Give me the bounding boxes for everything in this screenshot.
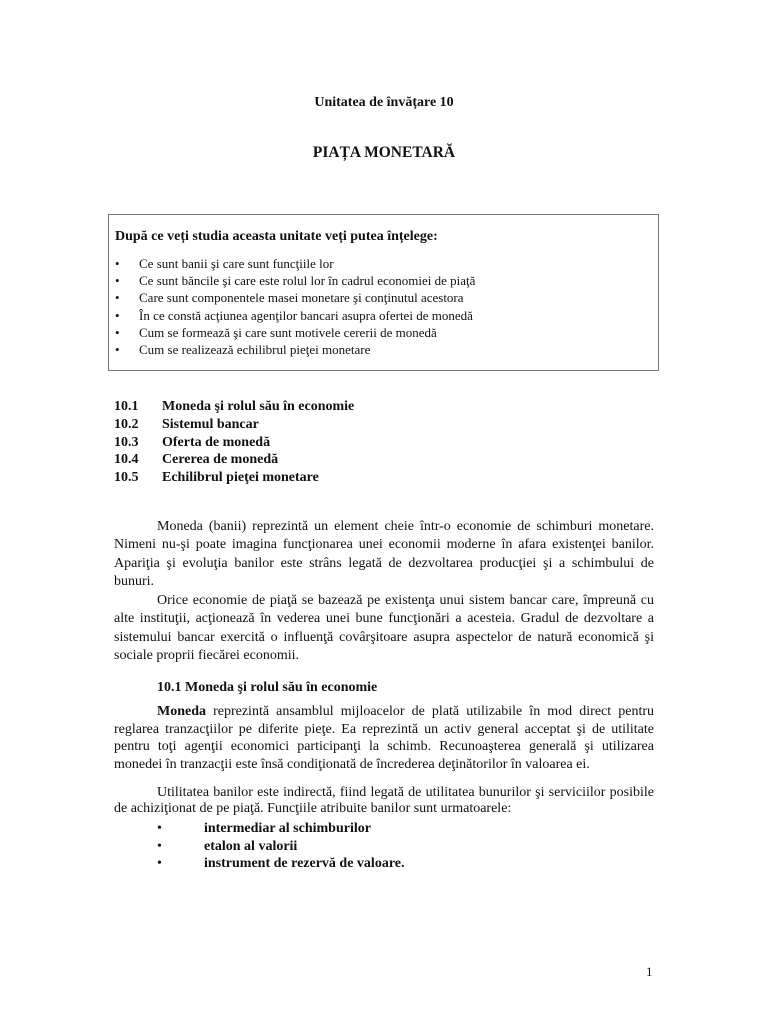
intro-paragraph-1	[114, 518, 654, 592]
objective-item	[115, 307, 475, 324]
toc-item	[114, 451, 354, 469]
objective-item	[115, 324, 475, 341]
bullet-icon: •	[157, 838, 162, 854]
toc-title: Echilibrul pieţei monetare	[162, 470, 319, 486]
intro-paragraph-2-text: Orice economie de piaţă se bazează pe existenţa unui sistem bancar care, împreună cu alte instituţii, acţionează în vederea unei bune funcţionări a acesteia. Gradul de dezvoltare a sistemului bancar exercită o influenţă covârşitoare asupra aspectelor de natură economică şi sociale proprii fiecărei economii.	[114, 593, 654, 664]
toc-number: 10.3	[114, 434, 139, 450]
toc-item	[114, 434, 354, 452]
function-text: intermediar al schimburilor	[204, 821, 371, 836]
toc-number: 10.2	[114, 416, 139, 432]
objectives-heading: După ce veți studia aceasta unitate veți putea înțelege:	[115, 229, 438, 244]
money-functions-list	[157, 820, 405, 873]
objective-text: Care sunt componentele masei monetare şi conţinutul acestora	[139, 290, 464, 306]
section-paragraph-1-text: reprezintă ansamblul mijloacelor de plată utilizabile în mod direct pentru reglarea tranzacţiilor pe diferite pieţe. Ea reprezintă un activ general acceptat şi de utilitate pentru toţi agenţii economici participanţi la schimb. Recunoaşterea generală şi utilizarea monedei în tranzacţii este însă condiţionată de încrederea deţinătorilor în valoarea ei.	[114, 704, 654, 772]
page-title: PIAȚA MONETARĂ	[312, 144, 456, 161]
toc-number: 10.5	[114, 470, 139, 486]
objective-text: În ce constă acţiunea agenţilor bancari asupra ofertei de monedă	[139, 307, 473, 323]
objective-item	[115, 255, 475, 272]
objectives-box	[108, 214, 659, 371]
bullet-icon: •	[115, 342, 120, 358]
section-paragraph-1	[114, 703, 654, 773]
toc-item	[114, 416, 354, 434]
term-moneda: Moneda	[157, 704, 206, 719]
objectives-list	[115, 255, 475, 358]
bullet-icon: •	[115, 273, 120, 289]
objective-item	[115, 272, 475, 289]
objective-text: Ce sunt banii şi care sunt funcţiile lor	[139, 256, 334, 271]
section-paragraph-2-text: Utilitatea banilor este indirectă, fiind legată de utilitatea bunurilor şi serviciilor posibile de achiziţionat de pe piaţă. Funcţiile atribuite banilor sunt urmatoarele:	[114, 785, 654, 817]
objective-text: Cum se realizează echilibrul pieţei monetare	[139, 342, 371, 358]
function-item	[157, 838, 405, 856]
bullet-icon: •	[115, 256, 120, 271]
section-heading: 10.1 Moneda şi rolul său în economie	[157, 680, 378, 695]
toc-number: 10.4	[114, 452, 139, 468]
toc-title: Sistemul bancar	[162, 416, 259, 432]
objective-item	[115, 289, 475, 306]
bullet-icon: •	[115, 324, 120, 340]
unit-label: Unitatea de învățare 10	[314, 95, 454, 110]
section-paragraph-2	[114, 785, 654, 818]
toc-title: Oferta de monedă	[162, 434, 271, 450]
intro-paragraph-2	[114, 592, 654, 666]
bullet-icon: •	[115, 307, 120, 323]
toc-title: Cererea de monedă	[162, 452, 279, 468]
bullet-icon: •	[157, 856, 162, 872]
bullet-icon: •	[115, 290, 120, 306]
objective-text: Ce sunt băncile şi care este rolul lor în cadrul economiei de piaţă	[139, 273, 476, 289]
toc-number: 10.1	[114, 399, 139, 414]
function-text: instrument de rezervă de valoare.	[204, 856, 405, 872]
function-item	[157, 855, 405, 873]
page-number: 1	[646, 964, 653, 979]
toc-item	[114, 469, 354, 487]
objective-item	[115, 341, 475, 358]
toc-item	[114, 398, 354, 416]
toc-title: Moneda şi rolul său în economie	[162, 399, 355, 414]
function-text: etalon al valorii	[204, 838, 298, 854]
table-of-contents	[114, 398, 354, 487]
intro-paragraph-1-text: Moneda (banii) reprezintă un element cheie într-o economie de schimburi monetare. Nimeni nu-şi poate imagina funcţionarea unei economii moderne în afara existenţei banilor. Apariţia şi evoluţia banilor este strâns legată de dezvoltarea producţiei şi a schimbului de bunuri.	[114, 519, 654, 590]
bullet-icon: •	[157, 821, 162, 836]
objective-text: Cum se formează şi care sunt motivele cererii de monedă	[139, 324, 437, 340]
function-item	[157, 820, 405, 838]
